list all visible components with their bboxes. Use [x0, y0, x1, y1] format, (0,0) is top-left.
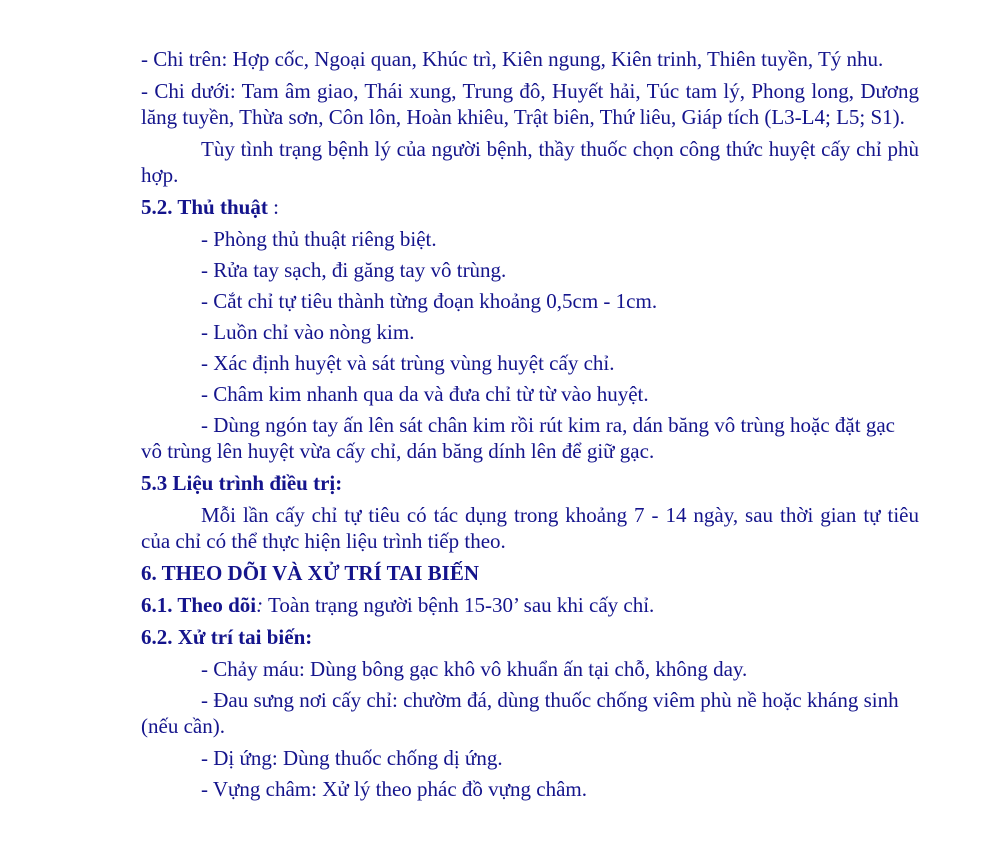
heading-6-1-colon: :: [256, 593, 264, 617]
list-item: - Luồn chỉ vào nòng kim.: [201, 320, 415, 344]
heading-6-2: 6.2. Xử trí tai biến:: [141, 625, 313, 649]
heading-6: 6. THEO DÕI VÀ XỬ TRÍ TAI BIẾN: [141, 561, 480, 585]
heading-5-2-suffix: :: [267, 195, 279, 219]
list-item: - Châm kim nhanh qua da và đưa chỉ từ từ vào huyệt.: [201, 382, 649, 406]
heading-5-2: [141, 194, 919, 220]
list-item: - Dùng ngón tay ấn lên sát chân kim rồi rút kim ra, dán băng vô trùng hoặc đặt gạc vô trùng lên huyệt vừa cấy chỉ, dán băng dính lên để giữ gạc.: [141, 413, 895, 463]
heading-5-3: 5.3 Liệu trình điều trị:: [141, 471, 343, 495]
list-item: - Vựng châm: Xử lý theo phác đồ vựng châm.: [201, 777, 588, 801]
list-item: - Phòng thủ thuật riêng biệt.: [201, 227, 437, 251]
document-page: [141, 46, 919, 807]
list-item: - Xác định huyệt và sát trùng vùng huyệt cấy chỉ.: [201, 351, 615, 375]
paragraph-chi-duoi: - Chi dưới: Tam âm giao, Thái xung, Trung đô, Huyết hải, Túc tam lý, Phong long, Dương lăng tuyền, Thừa sơn, Côn lôn, Hoàn khiêu, Trật biên, Thứ liêu, Giáp tích (L3-L4; L5; S1).: [141, 79, 919, 129]
list-item: - Rửa tay sạch, đi găng tay vô trùng.: [201, 258, 507, 282]
list-item: - Dị ứng: Dùng thuốc chống dị ứng.: [201, 746, 503, 770]
heading-5-2-text: 5.2. Thủ thuật: [141, 195, 268, 219]
paragraph-lieu-trinh: Mỗi lần cấy chỉ tự tiêu có tác dụng trong khoảng 7 - 14 ngày, sau thời gian tự tiêu của chỉ có thể thực hiện liệu trình tiếp theo.: [141, 503, 919, 553]
paragraph-tuy-tinh-trang: Tùy tình trạng bệnh lý của người bệnh, thầy thuốc chọn công thức huyệt cấy chỉ phù hợp.: [141, 137, 919, 187]
list-item: - Đau sưng nơi cấy chỉ: chườm đá, dùng thuốc chống viêm phù nề hoặc kháng sinh (nếu cần).: [141, 688, 899, 738]
list-item: - Chảy máu: Dùng bông gạc khô vô khuẩn ấn tại chỗ, không day.: [201, 657, 748, 681]
list-item: - Cắt chỉ tự tiêu thành từng đoạn khoảng 0,5cm - 1cm.: [201, 289, 658, 313]
paragraph-chi-tren: - Chi trên: Hợp cốc, Ngoại quan, Khúc trì, Kiên ngung, Kiên trinh, Thiên tuyền, Tý nhu.: [141, 47, 884, 71]
paragraph-6-1: [141, 592, 919, 618]
paragraph-6-1-text: Toàn trạng người bệnh 15-30’ sau khi cấy chỉ.: [263, 593, 655, 617]
heading-6-1-label: 6.1. Theo dõi: [141, 593, 257, 617]
